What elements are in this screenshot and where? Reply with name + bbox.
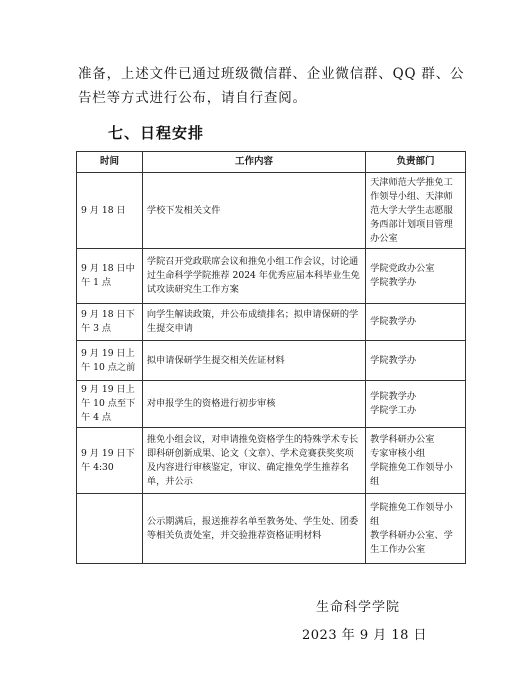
schedule-table xyxy=(76,151,466,564)
section-heading: 七、日程安排 xyxy=(108,124,205,142)
cell-time: 9 月 18 日中午 1 点 xyxy=(77,249,143,304)
cell-dept: 学院教学办 xyxy=(366,341,466,381)
cell-time xyxy=(77,494,143,564)
cell-dept: 学院教学办 学院学工办 xyxy=(366,381,466,428)
cell-dept: 学院党政办公室 学院教学办 xyxy=(366,249,466,304)
cell-work: 推免小组会议，对申请推免资格学生的特殊学术专长即科研创新成果、论文（文章）、学术竞赛获奖奖项及内容进行审核鉴定，审议、确定推免学生推荐名单，并公示 xyxy=(142,428,365,494)
table-row xyxy=(77,341,466,381)
table-row xyxy=(77,494,466,564)
cell-work: 学校下发相关文件 xyxy=(142,173,365,249)
cell-dept: 学院推免工作领导小组 教学科研办公室、学生工作办公室 xyxy=(366,494,466,564)
table-row xyxy=(77,428,466,494)
cell-work: 对申报学生的资格进行初步审核 xyxy=(142,381,365,428)
table-row xyxy=(77,173,466,249)
header-time: 时间 xyxy=(77,152,143,173)
table-row xyxy=(77,249,466,304)
signature-date: 2023 年 9 月 18 日 xyxy=(302,628,428,643)
intro-paragraph: 准备，上述文件已通过班级微信群、企业微信群、QQ 群、公告栏等方式进行公布，请自行查阅。 xyxy=(78,66,465,106)
header-work: 工作内容 xyxy=(142,152,365,173)
cell-time: 9 月 19 日上午 10 点至下午 4 点 xyxy=(77,381,143,428)
cell-time: 9 月 19 日上午 10 点之前 xyxy=(77,341,143,381)
header-dept: 负责部门 xyxy=(366,152,466,173)
signature-org: 生命科学学院 xyxy=(316,600,401,615)
table-row xyxy=(77,381,466,428)
cell-work: 公示期满后，报送推荐名单至教务处、学生处、团委等相关负责处室，并交验推荐资格证明材料 xyxy=(142,494,365,564)
cell-time: 9 月 18 日下午 3 点 xyxy=(77,304,143,341)
cell-work: 学院召开党政联席会议和推免小组工作会议，讨论通过生命科学学院推荐 2024 年优秀应届本科毕业生免试攻读研究生工作方案 xyxy=(142,249,365,304)
cell-dept: 天津师范大学推免工作领导小组、天津师范大学大学生志愿服务西部计划项目管理办公室 xyxy=(366,173,466,249)
cell-time: 9 月 18 日 xyxy=(77,173,143,249)
table-row xyxy=(77,304,466,341)
cell-work: 拟申请保研学生提交相关佐证材料 xyxy=(142,341,365,381)
cell-work: 向学生解读政策，并公布成绩排名；拟申请保研的学生提交申请 xyxy=(142,304,365,341)
table-header-row xyxy=(77,152,466,173)
cell-time: 9 月 19 日下午 4:30 xyxy=(77,428,143,494)
cell-dept: 教学科研办公室 专家审核小组 学院推免工作领导小组 xyxy=(366,428,466,494)
cell-dept: 学院教学办 xyxy=(366,304,466,341)
